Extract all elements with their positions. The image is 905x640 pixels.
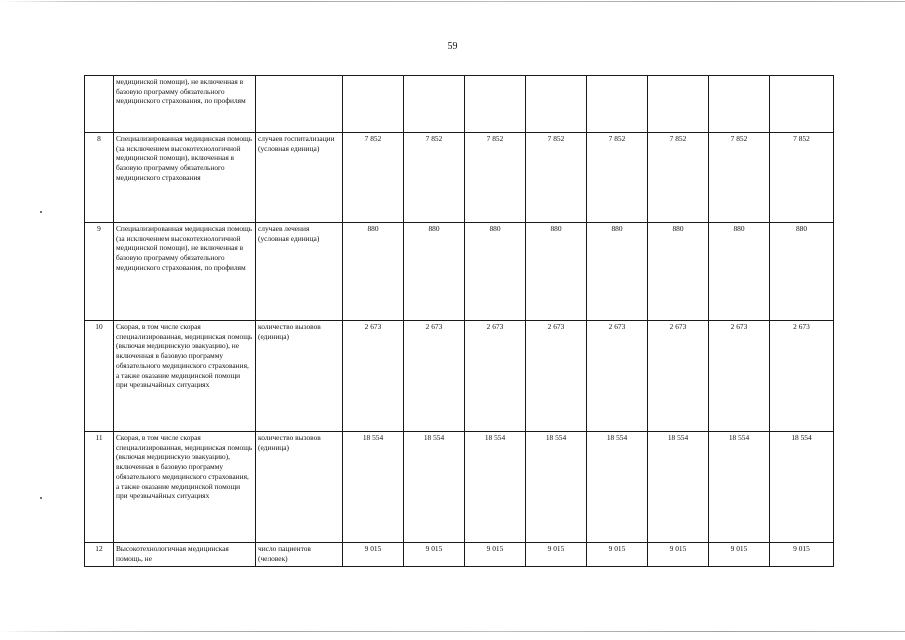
row-number: 10 <box>85 321 114 432</box>
row-number <box>85 76 114 133</box>
table-row <box>85 543 834 567</box>
row-value: 7 852 <box>648 133 709 223</box>
row-unit: случаев лечения (условная единица) <box>256 223 343 321</box>
row-value <box>343 76 404 133</box>
row-value: 2 673 <box>404 321 465 432</box>
row-value <box>404 76 465 133</box>
row-value: 880 <box>465 223 526 321</box>
row-value: 18 554 <box>648 432 709 543</box>
row-value: 9 015 <box>465 543 526 567</box>
row-name: медицинской помощи), не включенная в базовую программу обязательного медицинского страхования, по профилям <box>114 76 256 133</box>
row-value: 18 554 <box>770 432 834 543</box>
row-name: Специализированная медицинская помощь (за исключением высокотехнологичной медицинской помощи), включенная в базовую программу обязательного медицинского страхования <box>114 133 256 223</box>
row-value: 880 <box>526 223 587 321</box>
row-value: 9 015 <box>404 543 465 567</box>
row-value: 7 852 <box>343 133 404 223</box>
row-value: 9 015 <box>648 543 709 567</box>
table-row <box>85 321 834 432</box>
row-value: 880 <box>648 223 709 321</box>
row-value: 7 852 <box>587 133 648 223</box>
row-value: 18 554 <box>404 432 465 543</box>
row-value <box>648 76 709 133</box>
row-name: Скорая, в том числе скорая специализированная, медицинская помощь (включая медицинскую эвакуацию), не включенная в базовую программу обязательного медицинского страхования, а также оказание медицинской помощи при чрезвычайных ситуациях <box>114 321 256 432</box>
row-name: Высокотехнологичная медицинская помощь, не <box>114 543 256 567</box>
row-value: 7 852 <box>404 133 465 223</box>
row-value: 7 852 <box>709 133 770 223</box>
table-row <box>85 76 834 133</box>
row-value: 2 673 <box>465 321 526 432</box>
row-value <box>587 76 648 133</box>
row-value: 2 673 <box>770 321 834 432</box>
row-unit <box>256 76 343 133</box>
row-value <box>526 76 587 133</box>
row-value: 9 015 <box>526 543 587 567</box>
row-number: 11 <box>85 432 114 543</box>
row-value: 18 554 <box>709 432 770 543</box>
row-value: 2 673 <box>648 321 709 432</box>
row-value <box>770 76 834 133</box>
row-value: 880 <box>404 223 465 321</box>
row-value: 18 554 <box>465 432 526 543</box>
scan-speck <box>40 211 42 213</box>
row-value: 18 554 <box>587 432 648 543</box>
row-value: 2 673 <box>526 321 587 432</box>
row-value: 7 852 <box>465 133 526 223</box>
row-value <box>709 76 770 133</box>
row-value: 7 852 <box>526 133 587 223</box>
data-table <box>84 75 834 567</box>
row-unit: количество вызовов (единица) <box>256 321 343 432</box>
scan-speck <box>40 497 42 499</box>
row-value: 880 <box>770 223 834 321</box>
row-number: 9 <box>85 223 114 321</box>
row-value: 9 015 <box>770 543 834 567</box>
row-unit: случаев госпитализации (условная единица) <box>256 133 343 223</box>
row-value: 18 554 <box>526 432 587 543</box>
row-value: 18 554 <box>343 432 404 543</box>
row-value: 2 673 <box>709 321 770 432</box>
row-name: Специализированная медицинская помощь (за исключением высокотехнологичной медицинской помощи), не включенная в базовую программу обязательного медицинского страхования, по профилям <box>114 223 256 321</box>
row-value: 9 015 <box>709 543 770 567</box>
table-row <box>85 432 834 543</box>
row-value: 880 <box>587 223 648 321</box>
page-number: 59 <box>447 41 458 52</box>
row-unit: количество вызовов (единица) <box>256 432 343 543</box>
scan-edge-bottom <box>0 631 905 632</box>
row-value: 9 015 <box>343 543 404 567</box>
row-value <box>465 76 526 133</box>
row-value: 880 <box>709 223 770 321</box>
row-value: 7 852 <box>770 133 834 223</box>
row-value: 2 673 <box>343 321 404 432</box>
row-value: 880 <box>343 223 404 321</box>
row-number: 12 <box>85 543 114 567</box>
table-row <box>85 133 834 223</box>
row-unit: число пациентов (человек) <box>256 543 343 567</box>
row-value: 9 015 <box>587 543 648 567</box>
row-number: 8 <box>85 133 114 223</box>
scan-edge-top <box>0 1 905 2</box>
row-value: 2 673 <box>587 321 648 432</box>
table-row <box>85 223 834 321</box>
row-name: Скорая, в том числе скорая специализированная, медицинская помощь (включая медицинскую эвакуацию), включенная в базовую программу обязательного медицинского страхования, а также оказание медицинской помощи при чрезвычайных ситуациях <box>114 432 256 543</box>
